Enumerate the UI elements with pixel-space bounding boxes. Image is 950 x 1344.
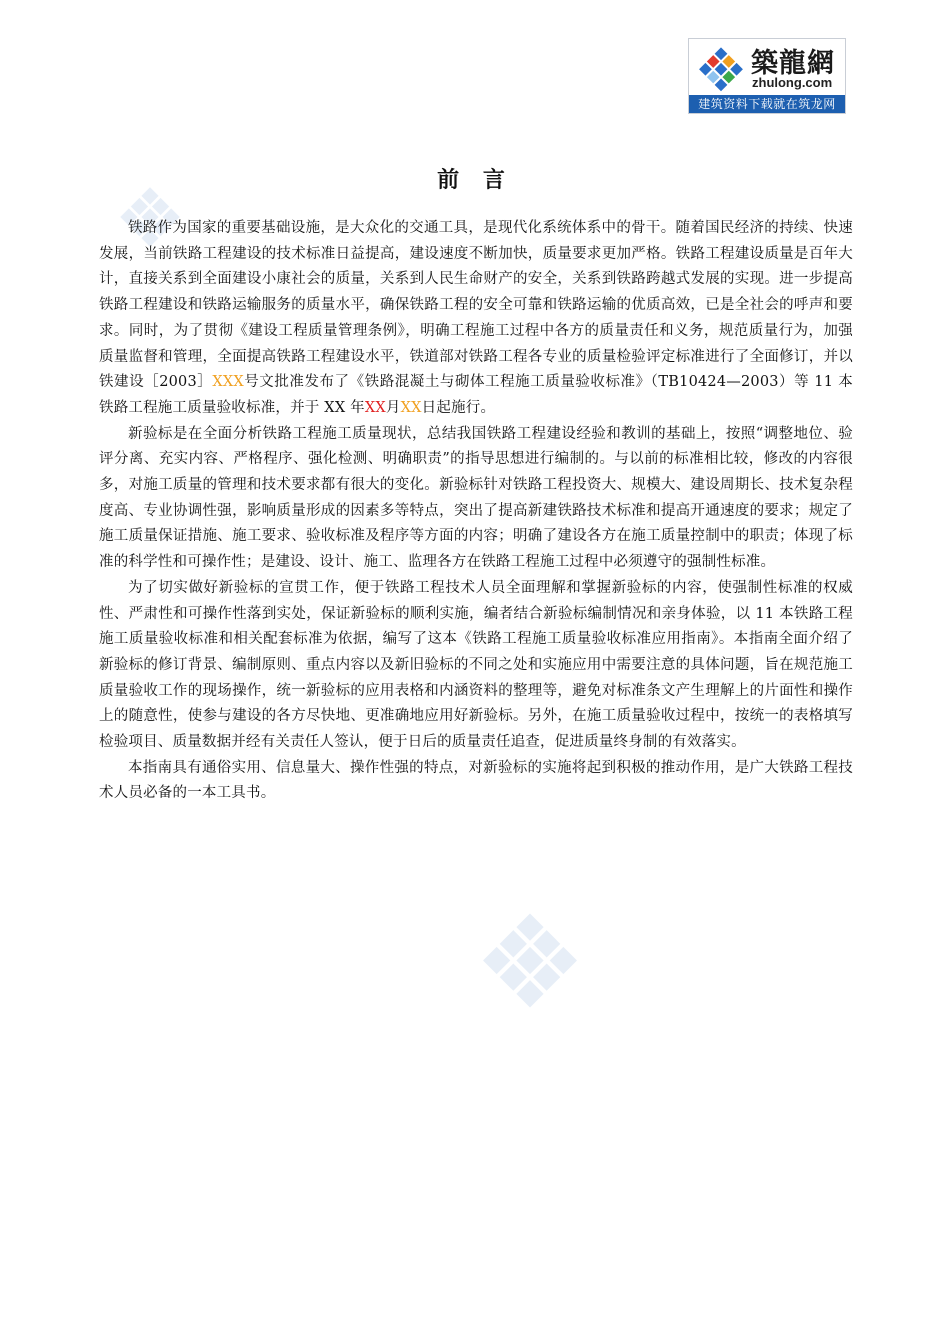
logo-url: zhulong.com [752,75,833,90]
paragraph-3: 为了切实做好新验标的宣贯工作，便于铁路工程技术人员全面理解和掌握新验标的内容，使强制性标准的权威性、严肃性和可操作性落到实处，保证新验标的顺利实施，编者结合新验标编制情况和亲身体验，以 11 本铁路工程施工质量验收标准和相关配套标准为依据，编写了这本《铁路工程施工质量验收标准应用指南》。本指南全面介绍了新验标的修订背景、编制原则、重点内容以及新旧验标的不同之处和实施应用中需要注意的具体问题，旨在规范施工质量验收工作的现场操作，统一新验标的应用表格和内涵资料的整理等，避免对标准条文产生理解上的片面性和操作上的随意性，使参与建设的各方尽快地、更准确地应用好新验标。另外，在施工质量验收过程中，按统一的表格填写检验项目、质量数据并经有关责任人签认，便于日后的质量责任追查，促进质量终身制的有效落实。 [99,579,853,751]
zhulong-diamond-logo-icon [693,42,749,98]
logo-name: 築龍網 [751,48,835,79]
watermark-diamond-icon [470,902,590,1022]
paragraph-1-part-a: 铁路作为国家的重要基础设施，是大众化的交通工具，是现代化系统体系中的骨干。随着国民经济的持续、快速发展，当前铁路工程建设的技术标准日益提高，建设速度不断加快，质量要求更加严格。铁路工程建设质量是百年大计，直接关系到全面建设小康社会的质量，关系到人民生命财产的安全，关系到铁路跨越式发展的实现。进一步提高铁路工程建设和铁路运输服务的质量水平，确保铁路工程的安全可靠和铁路运输的优质高效，已是全社会的呼声和要求。同时，为了贯彻《建设工程质量管理条例》，明确工程施工过程中各方的质量责任和义务，规范质量行为，加强质量监督和管理，全面提高铁路工程建设水平，铁道部对铁路工程各专业的质量检验评定标准进行了全面修订，并以铁建设［2003］ [99,220,853,391]
preface-body [99,216,853,807]
paragraph-4: 本指南具有通俗实用、信息量大、操作性强的特点，对新验标的实施将起到积极的推动作用，是广大铁路工程技术人员必备的一本工具书。 [99,759,853,802]
page-title: 前 言 [437,168,513,193]
logo-tagline: 建筑资料下载就在筑龙网 [689,95,845,113]
paragraph-1-part-b: 号文批准发布了《铁路混凝土与砌体工程施工质量验收标准》（TB10424—2003）等 11 本铁路工程施工质量验收标准，并于 XX 年 [99,374,854,416]
highlight-day: XX [400,399,422,416]
highlight-doc-number: XXX [212,374,244,391]
highlight-month: XX [364,399,386,416]
paragraph-1-part-d: 日起施行。 [421,399,496,416]
paragraph-2: 新验标是在全面分析铁路工程施工质量现状，总结我国铁路工程建设经验和教训的基础上，按照“调整地位、验评分离、充实内容、严格程序、强化检测、明确职责”的指导思想进行编制的。与以前的标准相比较，修改的内容很多，对施工质量的管理和技术要求都有很大的变化。新验标针对铁路工程投资大、规模大、建设周期长、技术复杂程度高、专业协调性强，影响质量形成的因素多等特点，突出了提高新建铁路技术标准和提高开通速度的要求；规定了施工质量保证措施、施工要求、验收标准及程序等方面的内容；明确了建设各方在施工质量控制中的职责；体现了标准的科学性和可操作性；是建设、设计、施工、监理各方在铁路工程施工过程中必须遵守的强制性标准。 [99,425,853,571]
paragraph-1-part-c: 月 [385,399,401,416]
zhulong-logo [688,38,846,114]
paragraph-1 [99,216,853,422]
